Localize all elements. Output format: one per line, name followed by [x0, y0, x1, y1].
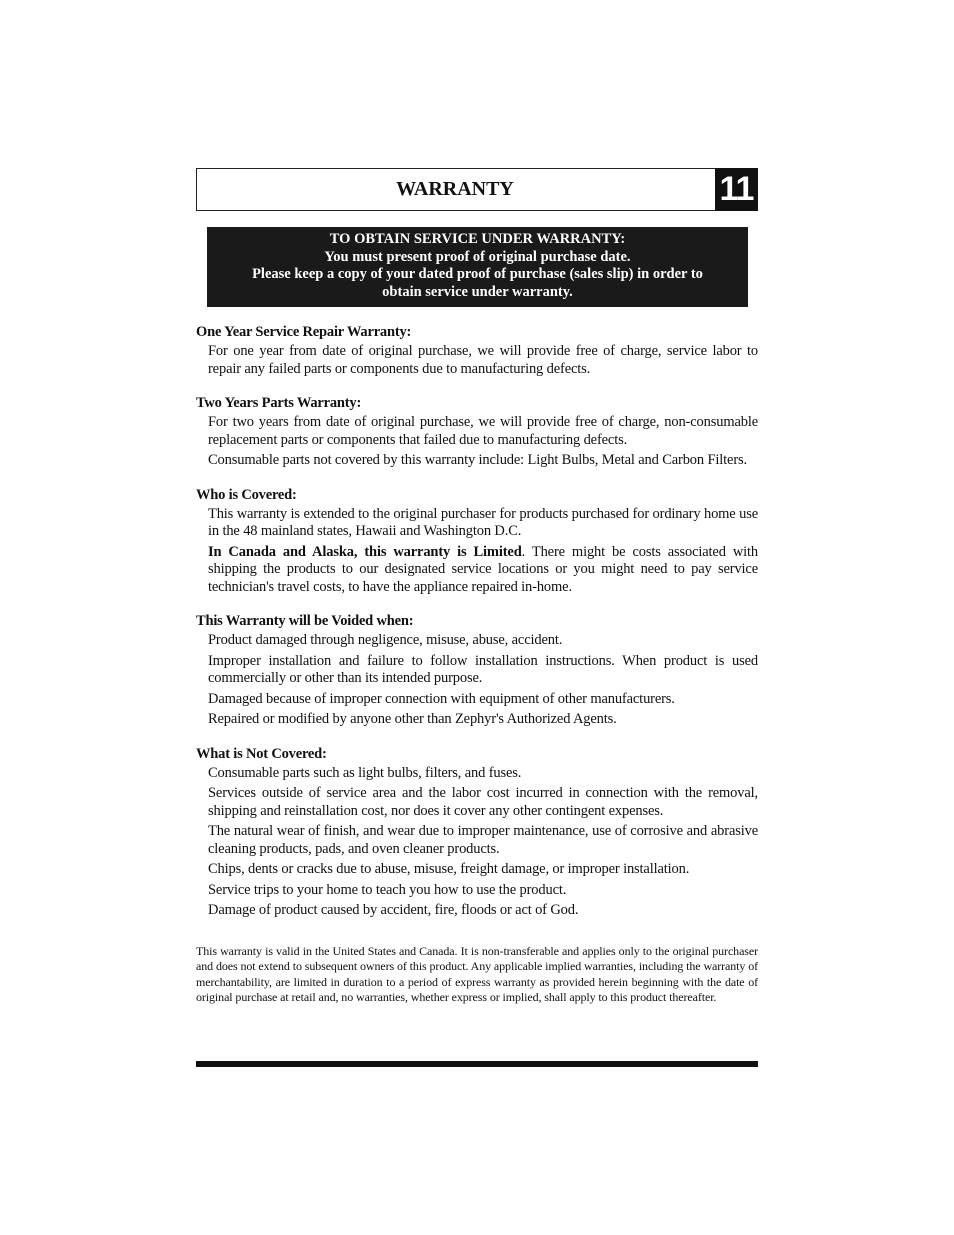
section-title: This Warranty will be Voided when:: [196, 613, 414, 629]
page-number-badge: 11: [715, 168, 758, 211]
warranty-page: [196, 168, 758, 1006]
service-notice-box: [207, 227, 748, 307]
paragraph: Improper installation and failure to follow installation instructions. When product is used commercially or other than its intended purpose.: [208, 652, 758, 686]
paragraph: Consumable parts such as light bulbs, filters, and fuses.: [208, 764, 522, 781]
paragraph: [208, 544, 758, 597]
paragraph: Consumable parts not covered by this warranty include: Light Bulbs, Metal and Carbon Filters.: [208, 452, 747, 468]
section-title: What is Not Covered:: [196, 745, 327, 762]
section-two-years: [196, 394, 758, 470]
section-title: Who is Covered:: [196, 486, 297, 503]
paragraph-text: . There might be costs associated with shipping the products to our designated service locations or you might need to pay service technician's travel costs, to have the appliance repaired in-home.: [208, 543, 758, 595]
bottom-divider: [196, 1061, 758, 1067]
paragraph: Services outside of service area and the labor cost incurred in connection with the removal, shipping and reinstallation cost, nor does it cover any other contingent expenses.: [208, 785, 758, 819]
paragraph: The natural wear of finish, and wear due to improper maintenance, use of corrosive and abrasive cleaning products, pads, and oven cleaner products.: [208, 823, 758, 857]
section-not-covered: [196, 745, 758, 920]
paragraph: Product damaged through negligence, misuse, abuse, accident.: [208, 632, 563, 648]
notice-line-3: Please keep a copy of your dated proof of purchase (sales slip) in order to: [252, 266, 703, 282]
notice-line-2: You must present proof of original purchase date.: [324, 248, 631, 265]
bold-lead-text: In Canada and Alaska, this warranty is Limited: [208, 543, 522, 560]
paragraph: Damaged because of improper connection with equipment of other manufacturers.: [208, 690, 675, 707]
paragraph: For two years from date of original purchase, we will provide free of charge, non-consumable replacement parts or components that failed due to manufacturing defects.: [208, 414, 758, 448]
section-title: One Year Service Repair Warranty:: [196, 324, 412, 340]
notice-line-4: obtain service under warranty.: [382, 283, 573, 300]
paragraph: For one year from date of original purchase, we will provide free of charge, service labor to repair any failed parts or components due to manufacturing defects.: [208, 343, 758, 377]
paragraph: This warranty is extended to the original purchaser for products purchased for ordinary home use in the 48 mainland states, Hawaii and Washington D.C.: [208, 505, 758, 539]
paragraph: Repaired or modified by anyone other than Zephyr's Authorized Agents.: [208, 711, 617, 727]
paragraph: Service trips to your home to teach you how to use the product.: [208, 881, 567, 898]
notice-line-1: TO OBTAIN SERVICE UNDER WARRANTY:: [329, 231, 626, 247]
page-title: WARRANTY: [396, 178, 514, 200]
section-voided: [196, 612, 758, 729]
paragraph: Damage of product caused by accident, fire, floods or act of God.: [208, 902, 579, 918]
fine-print-disclaimer: This warranty is valid in the United States and Canada. It is non-transferable and applies only to the original purchaser and does not extend to subsequent owners of this product. Any applicable implied warranties, including the warranty of merchantability, are limited in duration to a period of express warranty as provided herein beginning with the date of original purchase at retail and, no warranties, whether express or implied, shall apply to this product thereafter.: [196, 943, 758, 1004]
section-title: Two Years Parts Warranty:: [196, 395, 362, 411]
section-header: [196, 168, 758, 211]
section-who-is-covered: [196, 486, 758, 597]
section-one-year: [196, 323, 758, 378]
paragraph: Chips, dents or cracks due to abuse, misuse, freight damage, or improper installation.: [208, 861, 690, 877]
